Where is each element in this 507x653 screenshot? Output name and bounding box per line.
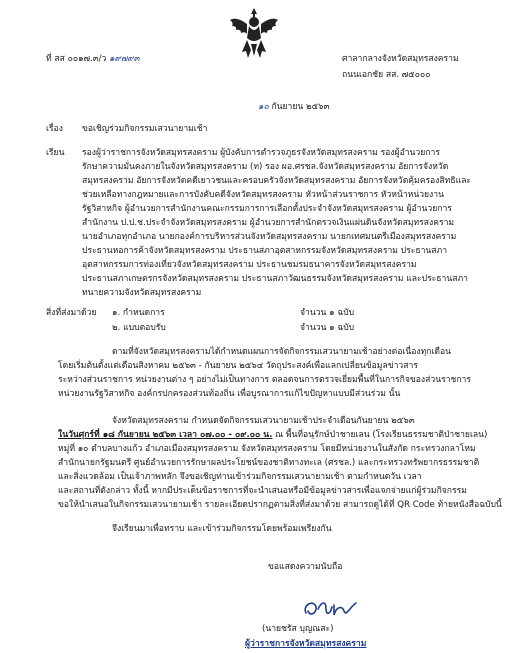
salutation-label: เรียน <box>46 148 65 158</box>
office-name: ศาลากลางจังหวัดสมุทรสงคราม <box>342 54 459 64</box>
subject-label: เรื่อง <box>46 124 63 134</box>
closing-request: จึงเรียนมาเพื่อทราบ และเข้าร่วมกิจกรรมโดยพร้อมเพรียงกัน <box>112 524 332 534</box>
event-datetime: ในวันศุกร์ที่ ๑๘ กันยายน ๒๕๖๓ เวลา ๐๗.๐๐ - ๐๙.๐๐ น. <box>58 430 273 440</box>
garuda-emblem-icon <box>228 6 280 60</box>
date-day-handwritten: ๑๐ <box>258 102 269 112</box>
document-number-prefix: ที่ สส ๐๐๑๗.๓/ว <box>46 54 107 64</box>
paragraph-line: ขอให้นำเสนอในกิจกรรมเสวนายามเช้า รายละเอียดปรากฏตามสิ่งที่ส่งมาด้วย สามารถดูได้ที่ QR Code ท้ายหนังสือฉบับนี้ <box>58 500 502 510</box>
document-number-handwritten: ๑๙๗๙๓ <box>109 54 140 64</box>
paragraph-line: จังหวัดสมุทรสงคราม กำหนดจัดกิจกรรมเสวนายามเช้าประจำเดือนกันยายน ๒๕๖๓ <box>112 416 415 426</box>
document-date <box>258 100 330 114</box>
date-month-year: กันยายน ๒๕๖๓ <box>271 102 330 112</box>
enclosure-item-qty: จำนวน ๑ ฉบับ <box>300 308 355 318</box>
document-number <box>46 52 139 66</box>
enclosure-item-name: ๒. แบบตอบรับ <box>112 323 166 333</box>
addressee-line: รักษาความมั่นคงภายในจังหวัดสมุทรสงคราม (ท) รอง ผอ.ศรชล.จังหวัดสมุทรสงคราม อัยการจังหวัด <box>82 162 449 172</box>
addressee-line: อุตสาหกรรมการท่องเที่ยวจังหวัดสมุทรสงคราม ประธานชมรมธนาคารจังหวัดสมุทรสงคราม <box>82 260 417 270</box>
paragraph-line: และสถานที่ดังกล่าว ทั้งนี้ หากมีประเด็นข้อราชการที่จะนำเสนอหรือมีข้อมูลข่าวสารเพื่อแจกจ่ายแก่ผู้ร่วมกิจกรรม <box>58 486 467 496</box>
enclosure-item-qty: จำนวน ๑ ฉบับ <box>300 323 355 333</box>
paragraph-line: หน่วยงานรัฐวิสาหกิจ องค์กรปกครองส่วนท้องถิ่น เพื่อบูรณาการแก้ไขปัญหาแบบมีส่วนร่วม นั้น <box>58 389 401 399</box>
addressee-line: รองผู้ว่าราชการจังหวัดสมุทรสงคราม ผู้บังคับการตำรวจภูธรจังหวัดสมุทรสงคราม รองผู้อำนวยการ <box>82 148 440 158</box>
paragraph-line: และสิ่งแวดล้อม เป็นเจ้าภาพหลัก จึงขอเชิญท่านเข้าร่วมกิจกรรมเสวนายามเช้า ตามกำหนดวัน เวลา <box>58 472 422 482</box>
paragraph-line: โดยเริ่มต้นตั้งแต่เดือนสิงหาคม ๒๕๖๓ - กันยายน ๒๕๖๔ วัตถุประสงค์เพื่อแลกเปลี่ยนข้อมูลข่าวสาร <box>58 361 418 371</box>
paragraph-line: หมู่ที่ ๑๐ ตำบลบางแก้ว อำเภอเมืองสมุทรสงคราม จังหวัดสมุทรสงคราม โดยมีหน่วยงานในสังกัด กระทรวงกลาโหม <box>58 444 476 454</box>
addressee-line: รัฐวิสาหกิจ ผู้อำนวยการสำนักงานคณะกรรมการการเลือกตั้งประจำจังหวัดสมุทรสงคราม ผู้อำนวยการ <box>82 204 452 214</box>
addressee-line: ประธานหอการค้าจังหวัดสมุทรสงคราม ประธานสภาอุตสาหกรรมจังหวัดสมุทรสงคราม ประธานสภา <box>82 246 448 256</box>
handwritten-signature <box>300 595 360 623</box>
addressee-line: ทนายความจังหวัดสมุทรสงคราม <box>82 288 202 298</box>
signatory-title: ผู้ว่าราชการจังหวัดสมุทรสงคราม <box>245 639 367 649</box>
addressee-line: สมุทรสงคราม อัยการจังหวัดคดีเยาวชนและครอบครัวจังหวัดสมุทรสงคราม อัยการจังหวัดคุ้มครองสิทธิและ <box>82 176 471 186</box>
event-datetime-line <box>58 428 487 442</box>
subject-text: ขอเชิญร่วมกิจกรรมเสวนายามเช้า <box>82 124 208 134</box>
addressee-line: ประธานสภาเกษตรกรจังหวัดสมุทรสงคราม ประธานสภาวัฒนธรรมจังหวัดสมุทรสงคราม และประธานสภา <box>82 274 468 284</box>
paragraph-line: สำนักนายกรัฐมนตรี ศูนย์อำนวยการรักษาผลประโยชน์ของชาติทางทะเล (ศรชล.) และกระทรวงทรัพยากรธรรมชาติ <box>58 458 480 468</box>
event-venue: ณ พื้นที่อนุรักษ์ป่าชายเลน (โรงเรียนธรรมชาติป่าชายเลน) <box>272 430 488 440</box>
addressee-line: สำนักงาน ป.ป.ช.ประจำจังหวัดสมุทรสงคราม ผู้อำนวยการสำนักตรวจเงินแผ่นดินจังหวัดสมุทรสงคราม <box>82 218 455 228</box>
enclosures-label: สิ่งที่ส่งมาด้วย <box>46 308 97 318</box>
paragraph-line: ตามที่จังหวัดสมุทรสงครามได้กำหนดแผนการจัดกิจกรรมเสวนายามเช้าอย่างต่อเนื่องทุกเดือน <box>112 347 452 357</box>
office-address: ถนนเอกชัย สส. ๗๕๐๐๐ <box>342 70 431 80</box>
enclosure-item-name: ๑. กำหนดการ <box>112 308 165 318</box>
addressee-line: ช่วยเหลือทางกฎหมายและการบังคับคดีจังหวัดสมุทรสงคราม หัวหน้าส่วนราชการ หัวหน้าหน่วยงาน <box>82 190 444 200</box>
signatory-name: (นายชรัส บุญณสะ) <box>262 624 334 634</box>
paragraph-line: ระหว่างส่วนราชการ หน่วยงานต่าง ๆ อย่างไม่เป็นทางการ ตลอดจนการตรวจเยี่ยมพื้นที่ในการกิจของส่วนราชการ <box>58 375 471 385</box>
closing-salutation: ขอแสดงความนับถือ <box>268 562 343 572</box>
addressee-line: นายอำเภอทุกอำเภอ นายกองค์การบริหารส่วนจังหวัดสมุทรสงคราม นายกเทศมนตรีเมืองสมุทรสงคราม <box>82 232 457 242</box>
